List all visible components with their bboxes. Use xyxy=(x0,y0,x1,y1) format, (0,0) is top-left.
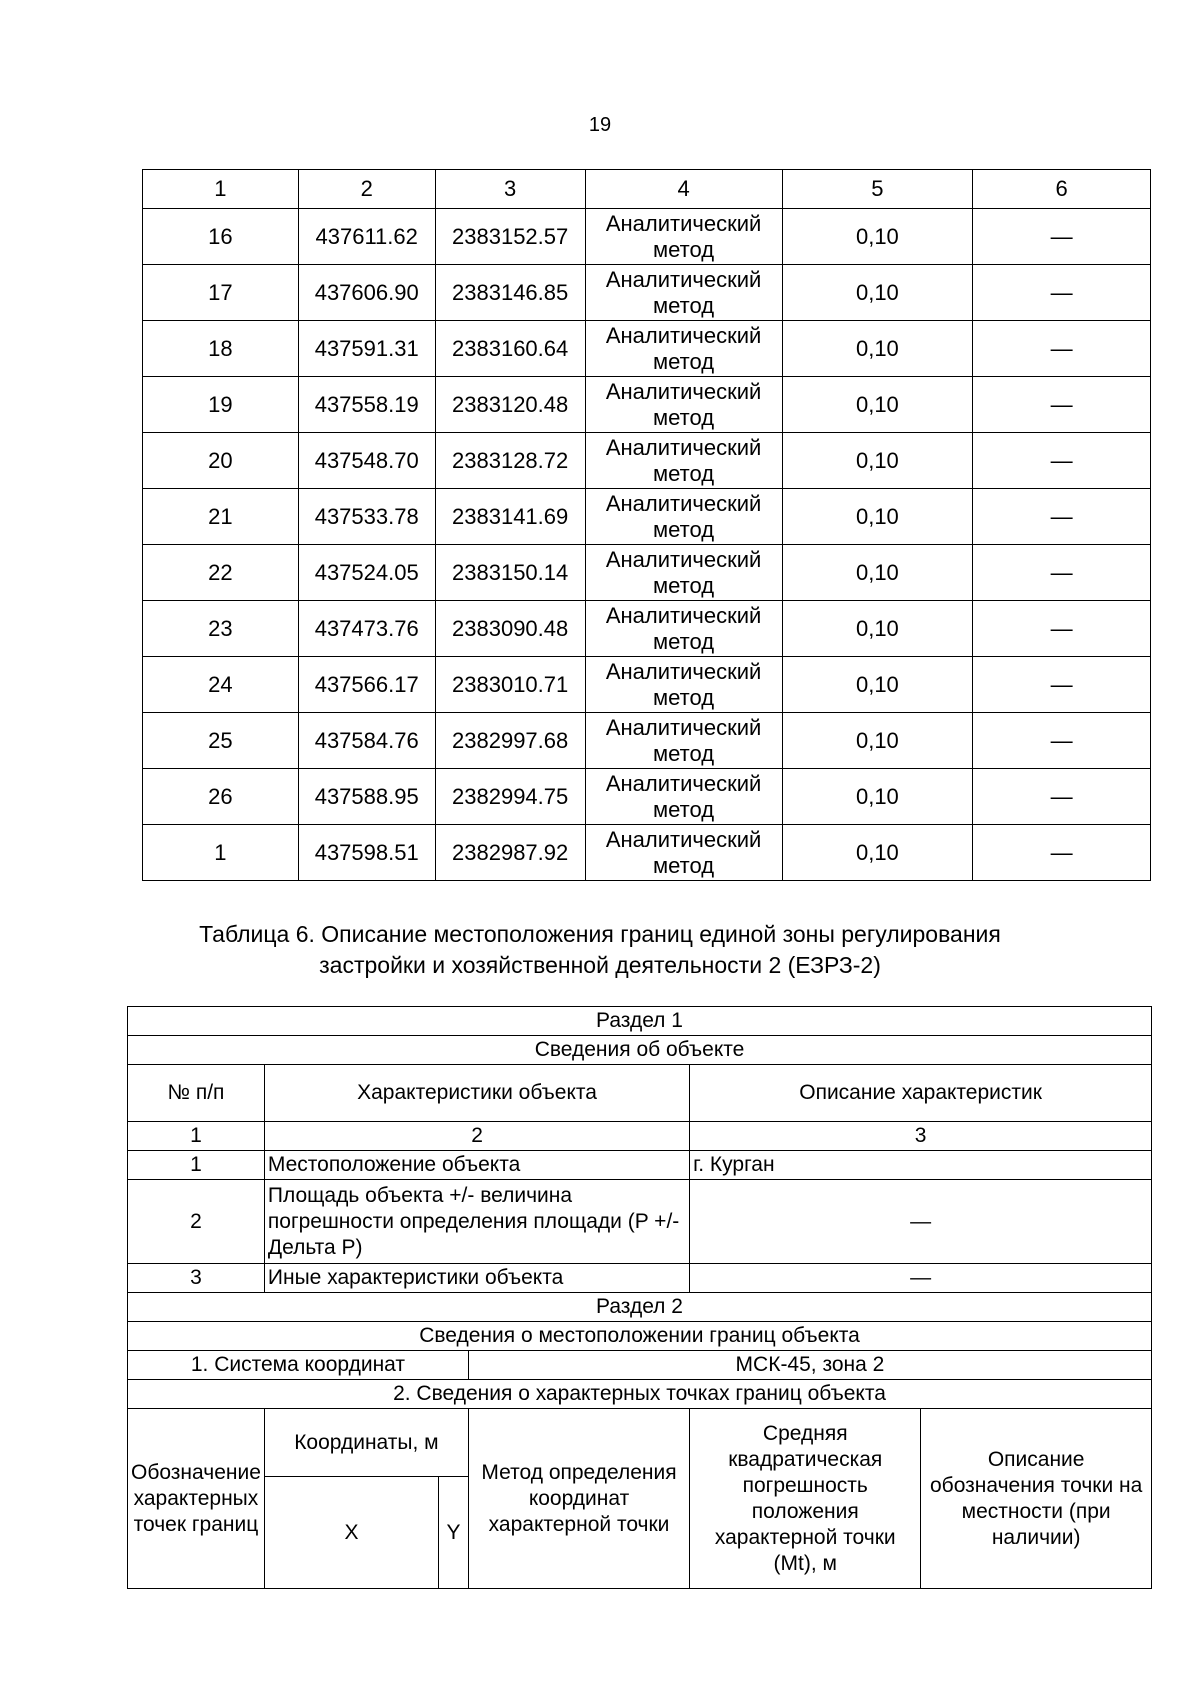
point-number: 22 xyxy=(143,545,299,601)
column-number-cell: 6 xyxy=(973,170,1151,209)
col-number-cell: 1 xyxy=(128,1122,265,1151)
method: Аналитический метод xyxy=(585,601,782,657)
table-row xyxy=(143,489,1151,545)
table-row xyxy=(143,377,1151,433)
x-coordinate: 437598.51 xyxy=(298,825,435,881)
method: Аналитический метод xyxy=(585,209,782,265)
x-coordinate: 437524.05 xyxy=(298,545,435,601)
y-coordinate: 2383160.64 xyxy=(435,321,585,377)
description: — xyxy=(973,769,1151,825)
coord-system-label: 1. Система координат xyxy=(128,1351,469,1380)
table-row xyxy=(143,657,1151,713)
y-coordinate: 2383141.69 xyxy=(435,489,585,545)
col-header-coordinates: Координаты, м xyxy=(264,1409,468,1477)
coordinates-table xyxy=(142,169,1151,881)
col-header-point-description: Описание обозначения точки на местности (при наличии) xyxy=(921,1409,1152,1589)
table-row xyxy=(143,433,1151,489)
table-row xyxy=(143,545,1151,601)
column-number-cell: 2 xyxy=(298,170,435,209)
description: — xyxy=(973,209,1151,265)
points-title: 2. Сведения о характерных точках границ объекта xyxy=(128,1380,1152,1409)
table-row xyxy=(143,713,1151,769)
table-row xyxy=(143,321,1151,377)
y-coordinate: 2383120.48 xyxy=(435,377,585,433)
page-number: 19 xyxy=(588,114,612,136)
point-number: 20 xyxy=(143,433,299,489)
y-coordinate: 2383152.57 xyxy=(435,209,585,265)
description: — xyxy=(973,657,1151,713)
method: Аналитический метод xyxy=(585,713,782,769)
row-value: — xyxy=(690,1180,1152,1264)
x-coordinate: 437591.31 xyxy=(298,321,435,377)
object-description-table xyxy=(127,1006,1152,1589)
y-coordinate: 2383128.72 xyxy=(435,433,585,489)
table-row xyxy=(143,601,1151,657)
x-coordinate: 437548.70 xyxy=(298,433,435,489)
method: Аналитический метод xyxy=(585,377,782,433)
y-coordinate: 2383146.85 xyxy=(435,265,585,321)
y-coordinate: 2382987.92 xyxy=(435,825,585,881)
description: — xyxy=(973,601,1151,657)
method: Аналитический метод xyxy=(585,489,782,545)
x-coordinate: 437473.76 xyxy=(298,601,435,657)
row-characteristic: Местоположение объекта xyxy=(264,1151,689,1180)
point-number: 17 xyxy=(143,265,299,321)
point-number: 1 xyxy=(143,825,299,881)
description: — xyxy=(973,433,1151,489)
accuracy: 0,10 xyxy=(782,209,973,265)
description: — xyxy=(973,377,1151,433)
table-row xyxy=(143,209,1151,265)
method: Аналитический метод xyxy=(585,825,782,881)
table-caption: Таблица 6. Описание местоположения границ единой зоны регулирования застройки и хозяйственной деятельности 2 (ЕЗРЗ-2) xyxy=(199,921,1001,978)
description: — xyxy=(973,321,1151,377)
method: Аналитический метод xyxy=(585,321,782,377)
point-number: 21 xyxy=(143,489,299,545)
accuracy: 0,10 xyxy=(782,489,973,545)
table-row xyxy=(143,825,1151,881)
coord-system-value: МСК-45, зона 2 xyxy=(468,1351,1151,1380)
accuracy: 0,10 xyxy=(782,657,973,713)
accuracy: 0,10 xyxy=(782,433,973,489)
method: Аналитический метод xyxy=(585,657,782,713)
column-number-cell: 4 xyxy=(585,170,782,209)
x-coordinate: 437533.78 xyxy=(298,489,435,545)
col-header-description: Описание характеристик xyxy=(690,1065,1152,1122)
table-row xyxy=(143,769,1151,825)
column-number-cell: 5 xyxy=(782,170,973,209)
method: Аналитический метод xyxy=(585,545,782,601)
x-coordinate: 437558.19 xyxy=(298,377,435,433)
x-coordinate: 437611.62 xyxy=(298,209,435,265)
col-number-cell: 3 xyxy=(690,1122,1152,1151)
column-number-cell: 3 xyxy=(435,170,585,209)
col-header-x: X xyxy=(264,1477,438,1589)
method: Аналитический метод xyxy=(585,769,782,825)
row-value: — xyxy=(690,1264,1152,1293)
accuracy: 0,10 xyxy=(782,377,973,433)
y-coordinate: 2383090.48 xyxy=(435,601,585,657)
point-number: 24 xyxy=(143,657,299,713)
row-number: 2 xyxy=(128,1180,265,1264)
point-number: 19 xyxy=(143,377,299,433)
y-coordinate: 2382997.68 xyxy=(435,713,585,769)
table-row xyxy=(128,1180,1152,1264)
table-row xyxy=(128,1264,1152,1293)
x-coordinate: 437584.76 xyxy=(298,713,435,769)
row-number: 3 xyxy=(128,1264,265,1293)
col-header-number: № п/п xyxy=(128,1065,265,1122)
col-header-designation: Обозначение характерных точек границ xyxy=(128,1409,265,1589)
table-row xyxy=(143,265,1151,321)
point-number: 18 xyxy=(143,321,299,377)
description: — xyxy=(973,489,1151,545)
description: — xyxy=(973,265,1151,321)
table-row xyxy=(128,1151,1152,1180)
accuracy: 0,10 xyxy=(782,769,973,825)
y-coordinate: 2382994.75 xyxy=(435,769,585,825)
y-coordinate: 2383010.71 xyxy=(435,657,585,713)
accuracy: 0,10 xyxy=(782,265,973,321)
accuracy: 0,10 xyxy=(782,321,973,377)
x-coordinate: 437606.90 xyxy=(298,265,435,321)
col-header-method: Метод определения координат характерной точки xyxy=(468,1409,689,1589)
section2-subtitle: Сведения о местоположении границ объекта xyxy=(128,1322,1152,1351)
description: — xyxy=(973,825,1151,881)
col-header-characteristics: Характеристики объекта xyxy=(264,1065,689,1122)
accuracy: 0,10 xyxy=(782,713,973,769)
section1-subtitle: Сведения об объекте xyxy=(128,1036,1152,1065)
point-number: 25 xyxy=(143,713,299,769)
y-coordinate: 2383150.14 xyxy=(435,545,585,601)
column-number-cell: 1 xyxy=(143,170,299,209)
accuracy: 0,10 xyxy=(782,601,973,657)
point-number: 16 xyxy=(143,209,299,265)
x-coordinate: 437566.17 xyxy=(298,657,435,713)
description: — xyxy=(973,713,1151,769)
method: Аналитический метод xyxy=(585,433,782,489)
row-number: 1 xyxy=(128,1151,265,1180)
col-header-error: Средняя квадратическая погрешность положения характерной точки (Mt), м xyxy=(690,1409,921,1589)
method: Аналитический метод xyxy=(585,265,782,321)
col-header-y: Y xyxy=(439,1477,469,1589)
accuracy: 0,10 xyxy=(782,825,973,881)
section2-title: Раздел 2 xyxy=(128,1293,1152,1322)
col-number-cell: 2 xyxy=(264,1122,689,1151)
point-number: 26 xyxy=(143,769,299,825)
row-value: г. Курган xyxy=(690,1151,1152,1180)
row-characteristic: Площадь объекта +/- величина погрешности определения площади (P +/- Дельта P) xyxy=(264,1180,689,1264)
table-header-row xyxy=(143,170,1151,209)
x-coordinate: 437588.95 xyxy=(298,769,435,825)
point-number: 23 xyxy=(143,601,299,657)
page-bottom-margin xyxy=(0,1602,1200,1697)
row-characteristic: Иные характеристики объекта xyxy=(264,1264,689,1293)
description: — xyxy=(973,545,1151,601)
section1-title: Раздел 1 xyxy=(128,1007,1152,1036)
accuracy: 0,10 xyxy=(782,545,973,601)
